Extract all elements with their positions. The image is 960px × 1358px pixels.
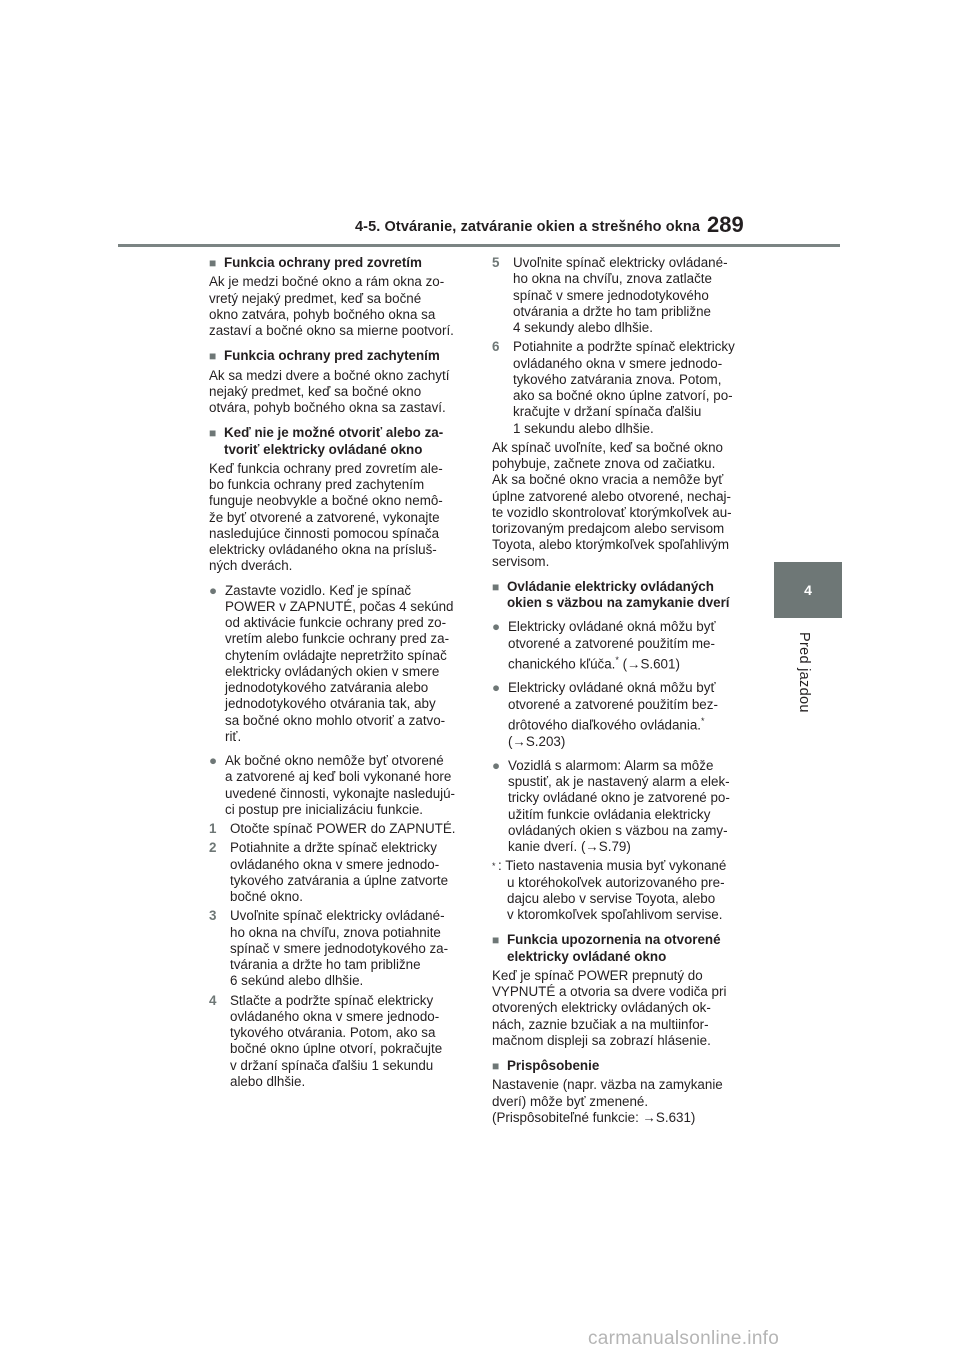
text-line: jednodotykového zatvárania alebo — [225, 680, 429, 695]
section-body — [209, 274, 471, 339]
text-line: Ak je medzi bočné okno a rám okna zo- — [209, 274, 445, 290]
section-heading: Funkcia ochrany pred zachytením — [224, 348, 440, 364]
text-line: dajcu alebo v servise Toyota, alebo — [507, 890, 716, 906]
dot-bullet-icon: ● — [492, 680, 501, 696]
text-line: že byť otvorené a zatvorené, vykonajte — [209, 509, 440, 525]
step-number: 4 — [209, 992, 217, 1008]
text-line: Ak sa medzi dvere a bočné okno zachytí — [209, 367, 450, 383]
text-line: torizovaným predajcom alebo servisom — [492, 521, 725, 536]
square-bullet-icon: ■ — [209, 426, 217, 441]
text-line: Potiahnite a držte spínač elektricky — [230, 840, 437, 856]
text-line: v ktoromkoľvek spoľahlivom servise. — [507, 907, 723, 923]
section-body — [209, 461, 471, 575]
step-item — [209, 821, 471, 837]
text-line: Ak bočné okno nemôže byť otvorené — [225, 753, 444, 768]
text-line: otvorené a zatvorené použitím me- — [508, 635, 715, 651]
section-door-lock-linked — [492, 579, 758, 924]
text-line: Uvoľnite spínač elektricky ovládané- — [230, 908, 445, 924]
text-line: vretý nejaký predmet, keď sa bočné — [209, 290, 422, 306]
section-heading — [507, 932, 721, 965]
text-line: nejaký predmet, keď sa bočné okno — [209, 383, 422, 399]
heading-line: elektricky ovládané okno — [507, 948, 667, 964]
watermark: carmanualsonline.info — [588, 1328, 780, 1349]
chapter-label: Pred jazdou — [796, 632, 812, 713]
text-line: otvorené a zatvorené použitím bez- — [508, 696, 718, 712]
step-item — [209, 993, 471, 1091]
step-number: 2 — [209, 840, 217, 856]
text-line: Stlačte a podržte spínač elektricky — [230, 992, 434, 1008]
text-line: spínač v smere jednodotykového — [513, 287, 709, 303]
text-line: nasledujúce činnosti pomocou spínača — [209, 525, 440, 541]
text-line: otvára, pohyb bočného okna sa zastaví. — [209, 400, 446, 415]
square-bullet-icon: ■ — [209, 349, 217, 364]
text-line: Nastavenie (napr. väzba na zamykanie — [492, 1077, 723, 1093]
section-customization — [492, 1058, 758, 1126]
text-line: 6 sekúnd alebo dlhšie. — [230, 973, 364, 989]
step-number: 3 — [209, 908, 217, 924]
step-number: 6 — [492, 339, 500, 355]
bullet-item — [492, 680, 758, 749]
text-line: elektricky ovládaných okien v smere — [225, 663, 440, 679]
page-number: 289 — [707, 212, 744, 237]
dot-bullet-icon: ● — [209, 753, 218, 768]
heading-line: tvoriť elektricky ovládané okno — [224, 441, 423, 457]
text-line: ho okna na chvíľu, znova potiahnite — [230, 924, 441, 940]
text-line: mačnom displeji sa zobrazí hlásenie. — [492, 1032, 711, 1048]
heading-line: Ovládanie elektricky ovládaných — [507, 578, 714, 594]
text-line: : Tieto nastavenia musia byť vykonané — [498, 858, 727, 874]
text-line: Zastavte vozidlo. Keď je spínač — [225, 582, 412, 598]
text-line: a zatvorené aj keď boli vykonané hore — [225, 769, 452, 785]
text-line: nách, zaznie bzučiak a na multiinfor- — [492, 1016, 709, 1032]
text-line: Ak sa bočné okno vracia a nemôže byť — [492, 472, 724, 488]
text-line: ných dverách. — [209, 558, 293, 574]
text-line: alebo dlhšie. — [230, 1073, 306, 1089]
section-heading: Prispôsobenie — [507, 1058, 600, 1074]
footnote-marker: * — [701, 715, 705, 726]
section-body — [209, 368, 471, 417]
section-heading: Funkcia ochrany pred zovretím — [224, 255, 422, 270]
step-item — [209, 908, 471, 989]
square-bullet-icon: ■ — [492, 1059, 500, 1074]
section-jam-protection — [209, 348, 471, 416]
section-body — [492, 1077, 758, 1126]
text-line: Uvoľnite spínač elektricky ovládané- — [513, 255, 728, 270]
text-line: bočné okno úplne otvorí, pokračujte — [230, 1041, 443, 1057]
text-line: tykového zatvárania znova. Potom, — [513, 371, 722, 387]
page-reference-link[interactable]: (→S.601) — [618, 656, 680, 672]
text-line — [508, 652, 715, 673]
text-line: dverí) môže byť zmenené. — [492, 1093, 649, 1109]
text-line: spustiť, ak je nastavený alarm a elek- — [508, 774, 730, 790]
left-column — [209, 255, 471, 1090]
page-reference-link[interactable]: (→S.203) — [508, 733, 566, 749]
section-title: 4-5. Otváranie, zatváranie okien a strešného okna — [355, 219, 700, 235]
footnote-marker: * — [492, 861, 496, 872]
text-line: 1 sekundu alebo dlhšie. — [513, 420, 654, 436]
heading-line: okien s väzbou na zamykanie dverí — [507, 595, 730, 610]
square-bullet-icon: ■ — [492, 933, 500, 948]
text-line: pohybuje, začnete znova od začiatku. — [492, 456, 716, 471]
text-line: Keď je spínač POWER prepnutý do — [492, 967, 703, 983]
bullet-item — [209, 583, 471, 746]
section-heading — [224, 425, 443, 458]
bullet-item — [492, 619, 758, 672]
text-line: úplne zatvorené alebo otvorené, nechaj- — [492, 488, 731, 504]
header-rule — [118, 244, 840, 247]
dot-bullet-icon: ● — [209, 582, 218, 598]
text-line: otvárania a držte ho tam približne — [513, 303, 711, 319]
step-number: 5 — [492, 255, 500, 270]
text-fragment: drôtového diaľkového ovládania. — [508, 717, 702, 733]
text-line: ho okna na chvíľu, znova zatlačte — [513, 271, 712, 287]
text-line: Elektricky ovládané okná môžu byť — [508, 680, 716, 696]
dot-bullet-icon: ● — [492, 619, 501, 635]
section-body — [492, 968, 758, 1049]
section-cannot-open-close — [209, 425, 471, 1090]
text-line: servisom. — [492, 553, 550, 569]
text-line: Elektricky ovládané okná môžu byť — [508, 619, 716, 635]
text-line: te vozidlo skontrolovať ktorýmkoľvek au- — [492, 504, 732, 520]
heading-line: Funkcia upozornenia na otvorené — [507, 932, 721, 948]
text-line: okno zatvára, pohyb bočného okna sa — [209, 306, 436, 322]
text-line: vretím alebo funkcie ochrany pred za- — [225, 631, 450, 647]
text-line: Ak spínač uvoľníte, keď sa bočné okno — [492, 439, 723, 455]
section-heading — [507, 579, 730, 612]
paragraph — [492, 440, 758, 570]
step-item — [492, 255, 758, 336]
dot-bullet-icon: ● — [492, 757, 501, 773]
text-line: VYPNUTÉ a otvoria sa dvere vodiča pri — [492, 984, 727, 1000]
text-line: zastaví a bočné okno sa mierne pootvorí. — [209, 323, 454, 338]
text-line: 4 sekundy alebo dlhšie. — [513, 320, 653, 335]
text-line: Vozidlá s alarmom: Alarm sa môže — [508, 757, 714, 773]
text-line: tricky ovládané okno je zatvorené po- — [508, 790, 730, 806]
footnote — [492, 858, 758, 923]
text-line: kračujte v držaní spínača ďalšiu — [513, 404, 702, 420]
text-line: u ktoréhokoľvek autorizovaného pre- — [507, 874, 725, 890]
heading-line: Keď nie je možné otvoriť alebo za- — [224, 425, 444, 441]
bullet-item — [209, 753, 471, 818]
text-line: bo funkcia ochrany pred zachytením — [209, 477, 425, 492]
square-bullet-icon: ■ — [492, 579, 500, 594]
text-line: ovládaného okna v smere jednodo- — [230, 1008, 440, 1024]
text-line: funguje neobvykle a bočné okno nemô- — [209, 493, 443, 509]
text-line: elektricky ovládaného okna na prísluš- — [209, 542, 437, 557]
chapter-tab: 4 — [774, 562, 842, 618]
text-line: Keď funkcia ochrany pred zovretím ale- — [209, 460, 443, 476]
text-line: Otočte spínač POWER do ZAPNUTÉ. — [230, 821, 456, 836]
step-item — [492, 339, 758, 437]
footnote-marker: * — [615, 654, 619, 665]
text-line: ovládaného okna v smere jednodo- — [513, 355, 723, 371]
text-line: ovládaného okna v smere jednodo- — [230, 856, 440, 872]
text-line: ci postup pre inicializáciu funkcie. — [225, 801, 423, 817]
text-line: spínač v smere jednodotykového za- — [230, 940, 449, 956]
text-line: Potiahnite a podržte spínač elektricky — [513, 339, 735, 355]
text-line: POWER v ZAPNUTÉ, počas 4 sekúnd — [225, 598, 454, 614]
text-line: uvedené činnosti, vykonajte nasledujú- — [225, 785, 456, 801]
step-item — [209, 840, 471, 905]
text-line: bočné okno. — [230, 889, 303, 904]
text-line: sa bočné okno mohlo otvoriť a zatvo- — [225, 712, 446, 728]
text-line: tvárania a držte ho tam približne — [230, 957, 421, 972]
square-bullet-icon: ■ — [209, 256, 217, 270]
text-line: Toyota, alebo ktorýmkoľvek spoľahlivým — [492, 537, 730, 553]
text-line: jednodotykového otvárania tak, aby — [225, 696, 436, 712]
text-line: ako sa bočné okno úplne zatvorí, po- — [513, 388, 733, 403]
section-open-window-warning — [492, 932, 758, 1049]
text-fragment: chanického kľúča. — [508, 656, 616, 672]
text-line — [508, 713, 718, 734]
right-column — [492, 255, 758, 1126]
text-line: (Prispôsobiteľné funkcie: →S.631) — [492, 1109, 696, 1125]
text-line: chytením ovládajte nepretržito spínač — [225, 647, 447, 663]
text-line: kanie dverí. (→S.79) — [508, 839, 631, 855]
text-line: v držaní spínača ďalšiu 1 sekundu — [230, 1057, 434, 1073]
text-line: tykového zatvárania a úplne zatvorte — [230, 872, 449, 888]
text-line: užitím funkcie ovládania elektricky — [508, 806, 711, 822]
text-line: ovládaných okien s väzbou na zamy- — [508, 822, 728, 838]
text-line: od aktivácie funkcie ochrany pred zo- — [225, 615, 447, 630]
text-line: otvorených elektricky ovládaných ok- — [492, 1000, 711, 1016]
section-pinch-protection — [209, 255, 471, 339]
text-line: riť. — [225, 728, 242, 744]
step-number: 1 — [209, 821, 217, 836]
text-line: tykového otvárania. Potom, ako sa — [230, 1025, 436, 1040]
bullet-item — [492, 758, 758, 856]
